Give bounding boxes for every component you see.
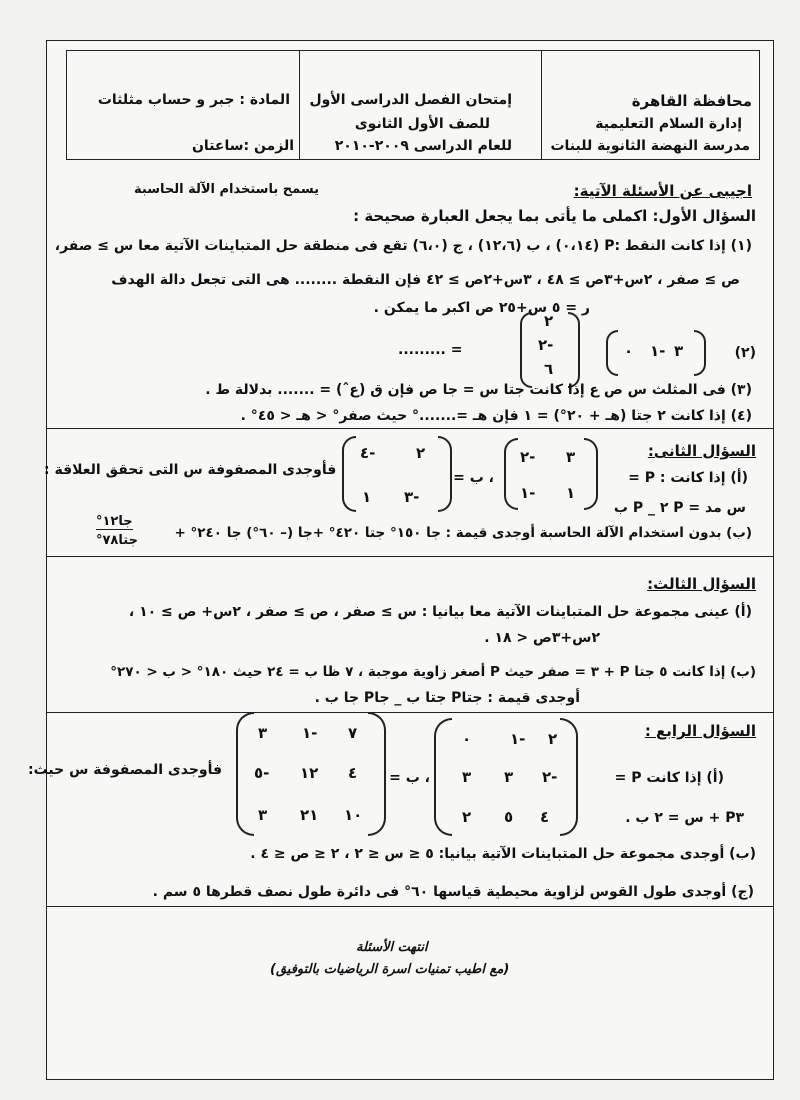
q4-matrix-a-entry: ٢ xyxy=(462,808,472,826)
q1-item1-line3: ر = ٥ س+٢٥ ص اكبر ما يمكن . xyxy=(373,300,590,316)
q1-col-entry: ٢ xyxy=(544,312,554,330)
answer-instruction: اجيبى عن الأسئلة الآتية: xyxy=(573,182,752,200)
end-of-questions: انتهت الأسئلة xyxy=(356,940,428,955)
q2-fraction-denominator: جتا٧٨° xyxy=(96,533,138,548)
q4-matrix-a-left-paren xyxy=(434,718,452,836)
q1-item2-equals: = ......... xyxy=(398,342,463,358)
q2-matrix-a-left-paren xyxy=(504,438,518,510)
q1-item1-line2: ص ≥ صفر ، ٢س+٣ص ≥ ٤٨ ، ٣س+٢ص ≥ ٤٢ فإن النقطة ........ هى التى تجعل دالة الهدف xyxy=(111,272,740,288)
q4-matrix-b-entry: ١٢ xyxy=(300,764,319,782)
q2-title: السؤال الثانى: xyxy=(647,442,756,460)
q1-row-entry: ٣ xyxy=(674,342,684,360)
section-divider xyxy=(46,712,774,713)
q4-matrix-b-entry: ١٠ xyxy=(344,806,363,824)
q2-matrix-b-right-paren xyxy=(438,436,452,512)
q4-matrix-a-entry: ٤ xyxy=(540,808,550,826)
q4-matrix-b-entry: ٢١ xyxy=(300,806,319,824)
q2-matrix-a-entry: ١- xyxy=(520,484,536,502)
q4-matrix-a-entry: ٠ xyxy=(462,730,472,748)
q4-a-instruction: فأوجدى المصفوفة س حيث: xyxy=(28,762,223,778)
q4-matrix-a-entry: ٢ xyxy=(548,730,558,748)
header-grade: للصف الأول الثانوى xyxy=(354,116,490,132)
q1-item1-line1: (١) إذا كانت النقط :P (٠،١٤) ، ب (١٢،٦) ، ج (٦،٠) تقع فى منطقة حل المتباينات الآتية معا س ≥ صفر، xyxy=(54,238,752,254)
q2-matrix-a-entry: ٣ xyxy=(566,448,576,466)
q2-matrix-b-entry: ١ xyxy=(362,488,372,506)
q4-matrix-b-right-paren xyxy=(368,712,386,836)
q4-matrix-b-entry: ٥- xyxy=(254,764,270,782)
q1-row-vector-left-paren xyxy=(606,330,618,376)
q4-b-question: (ب) أوجدى مجموعة حل المتباينات الآتية بيانيا: ٥ ≤ س ≤ ٢ ، ٢ ≤ ص ≤ ٤ . xyxy=(250,846,756,862)
q2-matrix-a-entry: ٢- xyxy=(520,448,536,466)
header-administration: إدارة السلام التعليمية xyxy=(595,116,742,132)
q4-matrix-a-entry: ٢- xyxy=(542,768,558,786)
q1-col-entry: ٢- xyxy=(538,336,554,354)
q4-matrix-a-entry: ٥ xyxy=(504,808,514,826)
q3-b-line2: أوجدى قيمة : جتاP جتا ب _ جاP جا ب . xyxy=(314,690,580,706)
q3-a-line1: (أ) عينى مجموعة حل المتباينات الآتية معا بيانيا : س ≥ صفر ، ص ≥ صفر ، ٢س+ ص ≥ ١٠ ، xyxy=(128,604,752,620)
q2-a-instruction: فأوجدى المصفوفة س التى تحقق العلاقة : xyxy=(44,462,337,478)
q1-row-entry: ١- xyxy=(650,342,666,360)
q4-matrix-b-entry: ٧ xyxy=(348,724,358,742)
q4-matrix-b-entry: ٣ xyxy=(258,724,268,742)
q2-a-relation: س مد = P ٢ _ P ب xyxy=(613,500,746,516)
q1-item3: (٣) فى المثلث س ص ع إذا كانت جتا س = جا ص فإن ق (عˆ) = ....... بدلالة ط . xyxy=(205,382,752,398)
q4-matrix-a-right-paren xyxy=(560,718,578,836)
section-divider xyxy=(46,556,774,557)
q2-matrix-b-entry: ٢ xyxy=(416,444,426,462)
section-divider xyxy=(46,906,774,907)
q1-row-entry: ٠ xyxy=(624,342,634,360)
q1-title: السؤال الأول: اكملى ما يأتى بما يجعل العبارة صحيحة : xyxy=(353,207,756,225)
q1-item2-number: (٢) xyxy=(734,345,756,361)
q4-a-label: (أ) إذا كانت P = xyxy=(614,770,724,786)
q3-a-line2: ٢س+٣ص < ١٨ . xyxy=(484,630,600,646)
q3-title: السؤال الثالث: xyxy=(647,575,756,593)
q2-matrix-a-entry: ١ xyxy=(566,484,576,502)
q4-matrix-a-entry: ١- xyxy=(510,730,526,748)
q1-item4: (٤) إذا كانت ٢ جتا (هـ + ٢٠°) = ١ فإن هـ =.......° حيث صفر° < هـ < ٤٥° . xyxy=(240,408,752,424)
q4-matrix-a-entry: ٣ xyxy=(504,768,514,786)
q4-matrix-b-entry: ١- xyxy=(302,724,318,742)
best-wishes: (مع اطيب تمنيات اسرة الرياضيات بالتوفيق) xyxy=(270,962,510,977)
header-exam-title: إمتحان الفصل الدراسى الأول xyxy=(309,92,512,108)
header-year: للعام الدراسى ٢٠٠٩-٢٠١٠ xyxy=(334,138,512,154)
q2-b-label: ، ب = xyxy=(453,470,494,486)
q2-a-label: (أ) إذا كانت : P = xyxy=(628,470,748,486)
section-divider xyxy=(46,428,774,429)
header-subject: المادة : جبر و حساب مثلثات xyxy=(97,92,290,108)
q4-matrix-a-entry: ٣ xyxy=(462,768,472,786)
q1-col-vector-right-paren xyxy=(568,312,580,388)
q1-col-entry: ٦ xyxy=(544,360,554,378)
q4-c-question: (ج) أوجدى طول القوس لزاوية محيطية قياسها ٦٠° فى دائرة طول نصف قطرها ٥ سم . xyxy=(152,884,754,900)
q3-b-line1: (ب) إذا كانت ٥ جتا P + ٣ = صفر حيث P أصغر زاوية موجبة ، ٧ ظا ب = ٢٤ حيث ١٨٠° < ب < ٢٧٠° xyxy=(110,664,756,680)
q4-matrix-b-left-paren xyxy=(236,712,254,836)
header-governorate: محافظة القاهرة xyxy=(631,92,752,110)
q2-b-expression: (ب) بدون استخدام الآلة الحاسبة أوجدى قيمة : جا ١٥٠° جتا ٤٢٠° +جا (– ٦٠°) جا ٢٤٠° + xyxy=(174,525,752,541)
q1-row-vector-right-paren xyxy=(694,330,706,376)
q2-matrix-a-right-paren xyxy=(584,438,598,510)
q4-b-label: ، ب = xyxy=(389,770,430,786)
q4-a-relation: P٣ + س = ٢ ب . xyxy=(625,810,744,826)
q1-col-vector-left-paren xyxy=(520,312,532,388)
q2-matrix-b-left-paren xyxy=(342,436,356,512)
header-time: الزمن :ساعتان xyxy=(191,138,294,154)
calculator-note: يسمح باستخدام الآلة الحاسبة xyxy=(134,182,319,197)
header-school: مدرسة النهضة الثانوية للبنات xyxy=(550,138,750,154)
q2-fraction-numerator: جا١٢° xyxy=(96,514,133,529)
q4-matrix-b-entry: ٤ xyxy=(348,764,358,782)
q2-matrix-b-entry: ٣- xyxy=(404,488,420,506)
q4-title: السؤال الرابع : xyxy=(644,722,756,740)
q4-matrix-b-entry: ٣ xyxy=(258,806,268,824)
q2-matrix-b-entry: ٤- xyxy=(360,444,376,462)
